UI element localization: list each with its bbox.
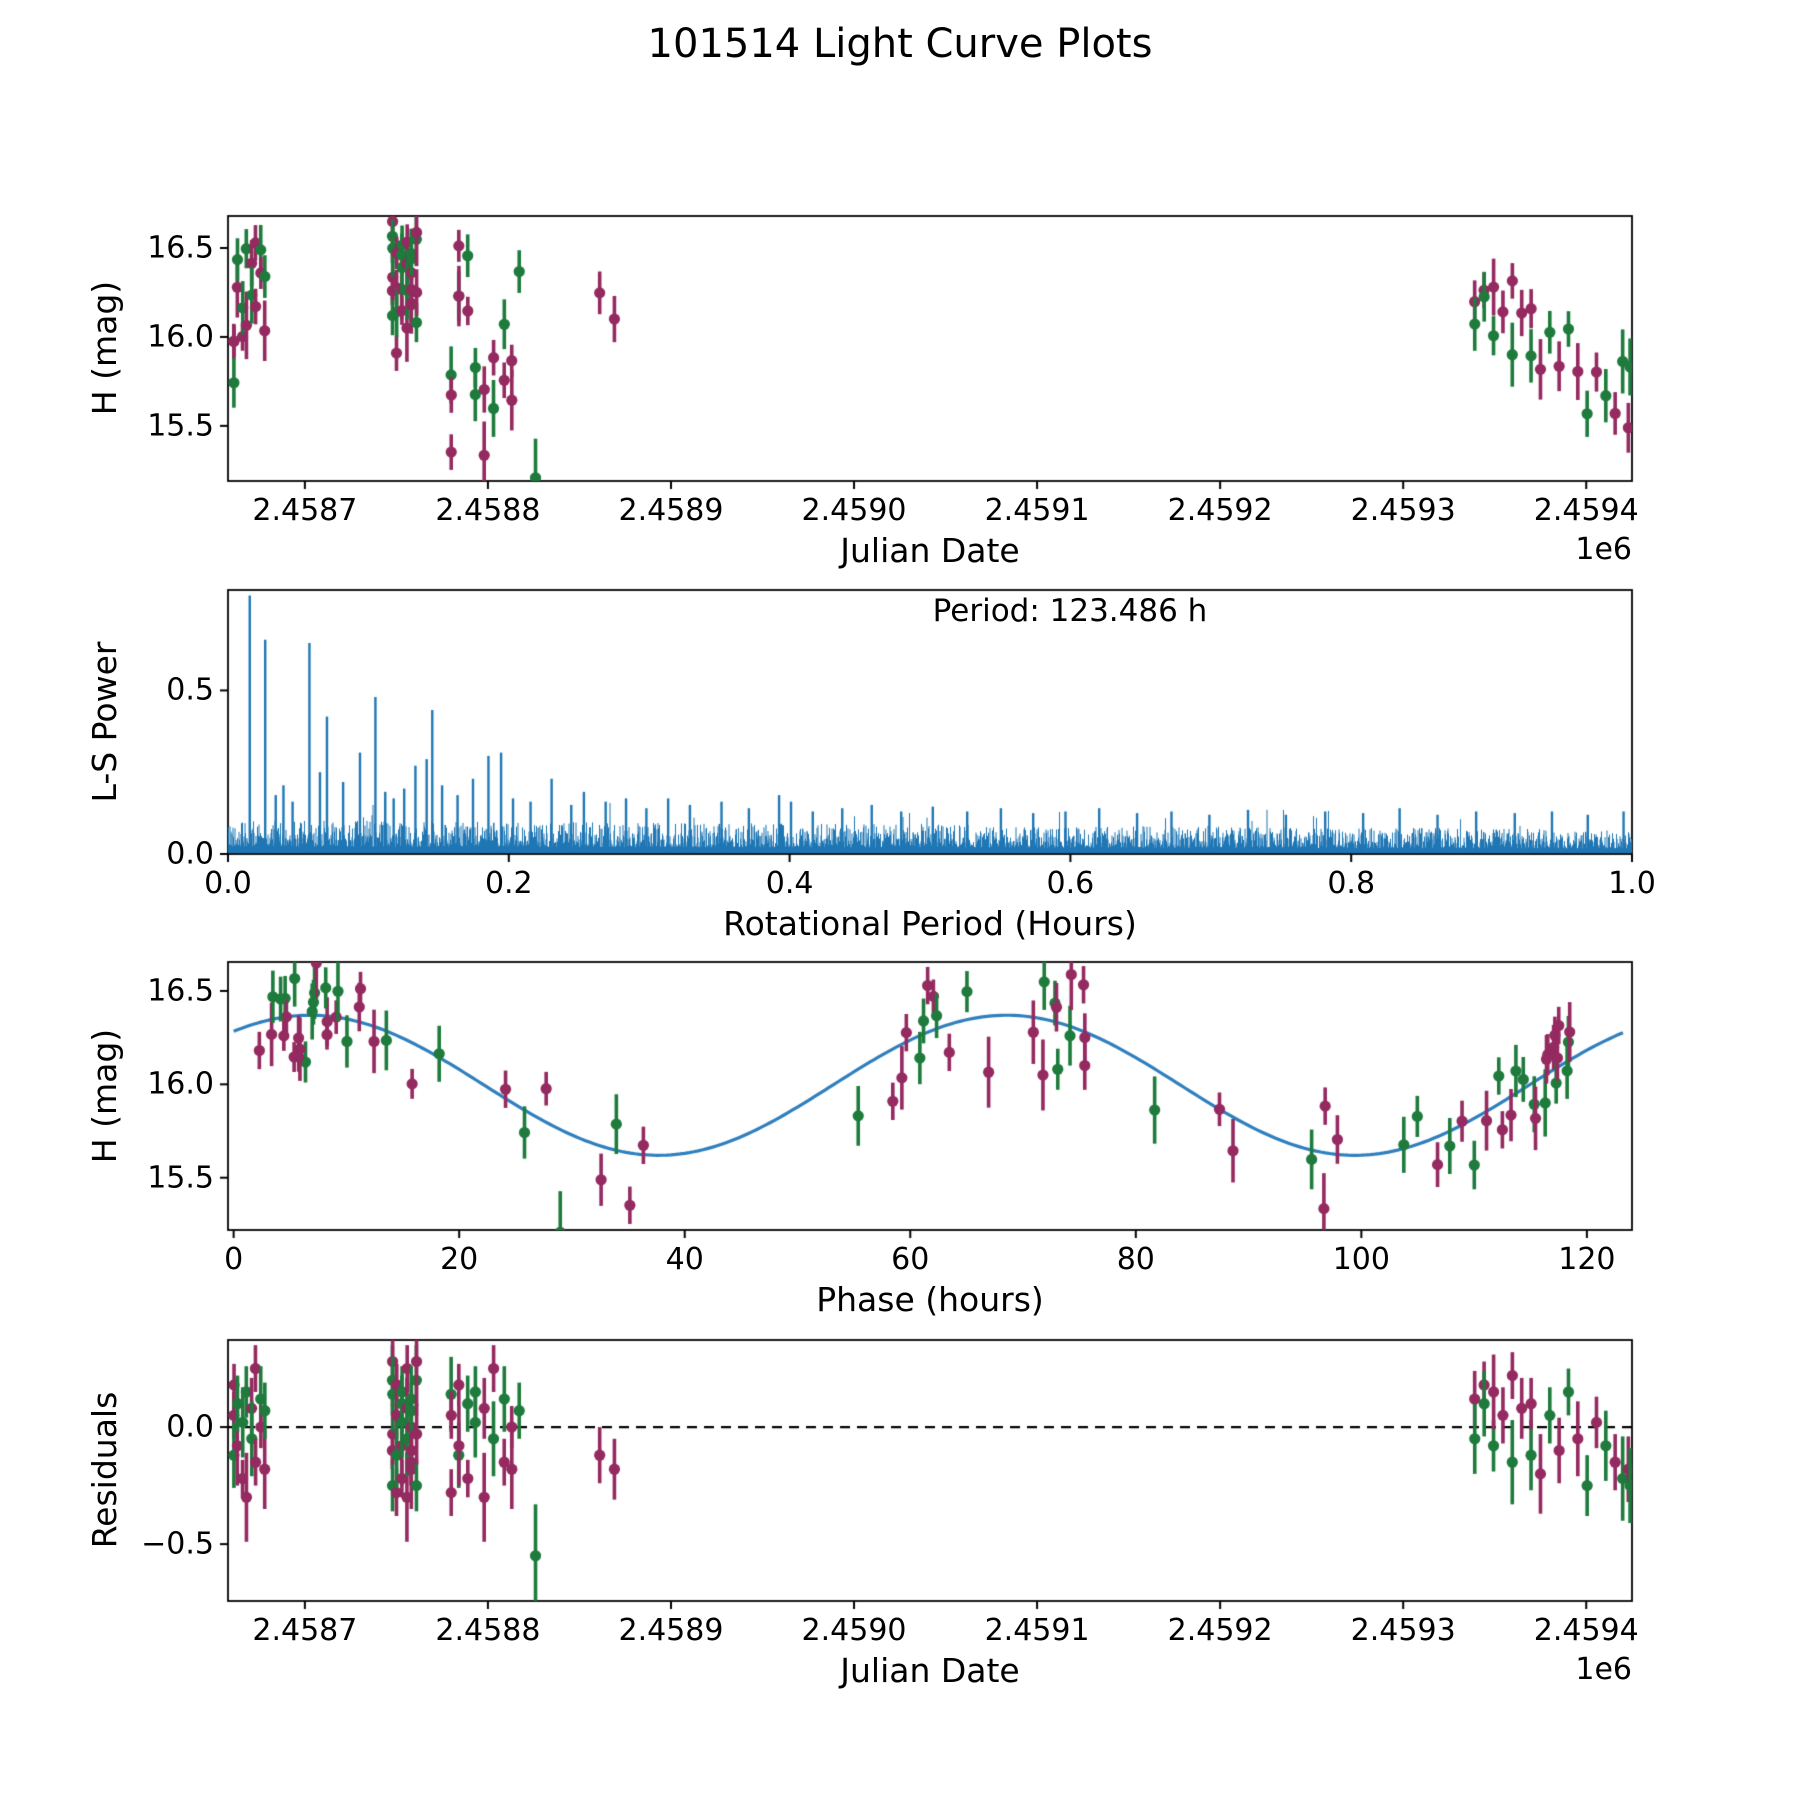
x-tick-label: 0.8	[1327, 866, 1376, 901]
y-tick-label: 16.0	[147, 319, 214, 355]
x-tick-label: 2.4588	[435, 493, 541, 528]
y-tick-label: 16.5	[147, 230, 214, 266]
x-tick-label: 0	[224, 1242, 244, 1277]
y-tick-label: −0.5	[141, 1526, 214, 1562]
x-tick-label: 100	[1332, 1242, 1390, 1277]
y-tick-label: 16.5	[147, 973, 214, 1009]
xlabel-julian-date-top: Julian Date	[840, 531, 1020, 570]
x-tick-label: 2.4593	[1350, 1613, 1456, 1648]
y-tick-label: 0.0	[166, 1409, 214, 1445]
x-tick-label: 2.4592	[1167, 1613, 1273, 1648]
x-tick-label: 2.4591	[984, 1613, 1090, 1648]
offset-1e6-bottom: 1e6	[1575, 1652, 1632, 1687]
y-tick-label: 0.0	[166, 836, 214, 872]
x-tick-label: 120	[1558, 1242, 1616, 1277]
x-tick-label: 1.0	[1608, 866, 1656, 901]
x-tick-label: 2.4588	[435, 1613, 541, 1648]
x-tick-label: 2.4589	[618, 1613, 724, 1648]
y-tick-label: 0.5	[166, 672, 214, 708]
xlabel-rotational-period: Rotational Period (Hours)	[723, 904, 1137, 943]
ylabel-ls-power: L-S Power	[84, 641, 124, 803]
ylabel-h-mag-top: H (mag)	[84, 280, 124, 416]
x-tick-label: 2.4590	[801, 1613, 907, 1648]
x-tick-label: 0.4	[765, 866, 814, 901]
xlabel-phase-hours: Phase (hours)	[816, 1280, 1044, 1319]
x-tick-label: 0.0	[204, 866, 252, 901]
x-tick-label: 40	[665, 1242, 704, 1277]
y-tick-label: 15.5	[147, 408, 214, 444]
x-tick-label: 2.4592	[1167, 493, 1273, 528]
figure-title: 101514 Light Curve Plots	[647, 21, 1153, 67]
x-tick-label: 80	[1116, 1242, 1155, 1277]
y-tick-label: 15.5	[147, 1160, 214, 1196]
offset-1e6-top: 1e6	[1575, 532, 1632, 567]
x-tick-label: 2.4594	[1533, 1613, 1639, 1648]
y-tick-label: 16.0	[147, 1066, 214, 1102]
period-annotation: Period: 123.486 h	[932, 593, 1208, 629]
x-tick-label: 20	[440, 1242, 479, 1277]
x-tick-label: 2.4589	[618, 493, 724, 528]
x-tick-label: 2.4593	[1350, 493, 1456, 528]
x-tick-label: 0.6	[1046, 866, 1095, 901]
ylabel-h-mag-phase: H (mag)	[84, 1028, 124, 1164]
ylabel-residuals: Residuals	[84, 1391, 124, 1549]
x-tick-label: 2.4594	[1533, 493, 1639, 528]
x-tick-label: 2.4587	[252, 493, 358, 528]
x-tick-label: 60	[891, 1242, 930, 1277]
x-tick-label: 2.4587	[252, 1613, 358, 1648]
x-tick-label: 2.4590	[801, 493, 907, 528]
xlabel-julian-date-bottom: Julian Date	[840, 1651, 1020, 1690]
x-tick-label: 0.2	[484, 866, 533, 901]
x-tick-label: 2.4591	[984, 493, 1090, 528]
